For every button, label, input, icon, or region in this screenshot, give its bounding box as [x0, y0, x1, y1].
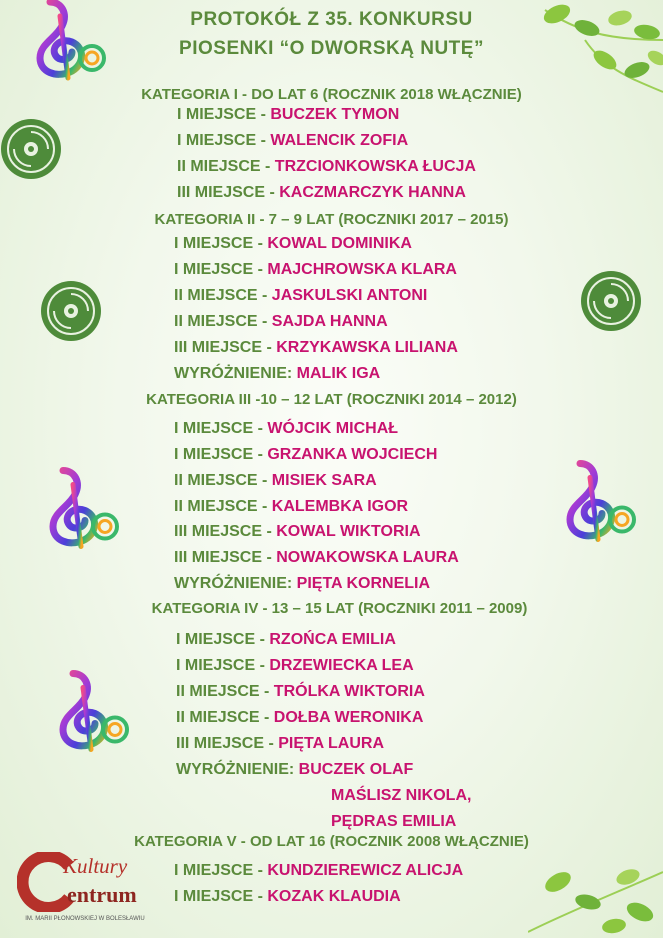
result-row — [174, 472, 377, 490]
participant-name: WÓJCIK MICHAŁ — [267, 420, 399, 437]
place-label: III MIEJSCE - — [174, 549, 277, 566]
vinyl-record-icon — [40, 280, 102, 342]
participant-name: MALIK IGA — [296, 365, 381, 382]
place-label: III MIEJSCE - — [174, 523, 277, 540]
participant-name: SAJDA HANNA — [271, 313, 388, 330]
place-label: II MIEJSCE - — [174, 472, 272, 489]
place-label: I MIEJSCE - — [174, 261, 268, 278]
participant-name: KALEMBKA IGOR — [271, 498, 409, 515]
category-heading: KATEGORIA III -10 – 12 LAT (ROCZNIKI 2014 – 2012) — [146, 391, 517, 408]
result-row — [174, 446, 437, 464]
participant-name: KOWAL DOMINIKA — [267, 235, 412, 252]
result-row — [176, 761, 413, 779]
participant-name: TRÓLKA WIKTORIA — [273, 683, 425, 700]
participant-name: RZOŃCA EMILIA — [269, 631, 396, 648]
treble-clef-icon — [35, 462, 125, 557]
result-row — [177, 184, 466, 202]
page-subtitle: PIOSENKI “O DWORSKĄ NUTĘ” — [179, 38, 484, 59]
participant-name: PIĘTA KORNELIA — [296, 575, 431, 592]
place-label: I MIEJSCE - — [174, 446, 268, 463]
participant-name: DRZEWIECKA LEA — [269, 657, 414, 674]
result-row — [174, 313, 388, 331]
category-heading: KATEGORIA IV - 13 – 15 LAT (ROCZNIKI 2011 – 2009) — [151, 600, 528, 617]
place-label: I MIEJSCE - — [174, 888, 268, 905]
place-label: II MIEJSCE - — [176, 683, 274, 700]
result-row — [174, 365, 380, 383]
logo — [15, 852, 155, 932]
participant-name: GRZANKA WOJCIECH — [267, 446, 438, 463]
leaf-branch-icon — [528, 862, 663, 938]
place-label: III MIEJSCE - — [174, 339, 277, 356]
treble-clef-icon — [45, 665, 135, 760]
participant-name: NOWAKOWSKA LAURA — [276, 549, 459, 566]
place-label: III MIEJSCE - — [176, 735, 279, 752]
participant-name: KOWAL WIKTORIA — [276, 523, 421, 540]
participant-name: MISIEK SARA — [271, 472, 377, 489]
category-heading: KATEGORIA I - DO LAT 6 (ROCZNIK 2018 WŁĄCZNIE) — [141, 86, 522, 103]
result-row — [177, 106, 399, 124]
page-title: PROTOKÓŁ Z 35. KONKURSU — [190, 9, 473, 30]
result-row — [177, 158, 476, 176]
result-row — [174, 498, 408, 516]
place-label: I MIEJSCE - — [177, 106, 271, 123]
participant-name: KRZYKAWSKA LILIANA — [276, 339, 458, 356]
place-label: III MIEJSCE - — [177, 184, 280, 201]
place-label: II MIEJSCE - — [174, 498, 272, 515]
result-row — [176, 709, 423, 727]
category-heading: KATEGORIA V - OD LAT 16 (ROCZNIK 2008 WŁĄCZNIE) — [134, 833, 529, 850]
place-label: II MIEJSCE - — [174, 287, 272, 304]
result-row — [177, 132, 408, 150]
logo-word-kultury: Kultury — [63, 854, 128, 878]
result-row — [176, 631, 396, 649]
participant-name: JASKULSKI ANTONI — [271, 287, 428, 304]
place-label: I MIEJSCE - — [176, 657, 270, 674]
result-row — [174, 420, 398, 438]
treble-clef-icon — [552, 455, 642, 550]
result-row — [176, 657, 414, 675]
result-row — [174, 575, 430, 593]
place-label: I MIEJSCE - — [177, 132, 271, 149]
result-row — [174, 287, 427, 305]
place-label: I MIEJSCE - — [176, 631, 270, 648]
logo-caption: IM. MARII PŁONOWSKIEJ W BOLESŁAWIU — [25, 916, 145, 922]
participant-name: BUCZEK OLAF — [298, 761, 414, 778]
result-row — [174, 261, 457, 279]
result-row — [176, 683, 425, 701]
place-label: I MIEJSCE - — [174, 235, 268, 252]
result-row — [174, 523, 421, 541]
participant-name: MAŚLISZ NIKOLA, — [331, 787, 472, 804]
result-row — [176, 735, 384, 753]
participant-name: MAJCHROWSKA KLARA — [267, 261, 457, 278]
participant-name: KOZAK KLAUDIA — [267, 888, 401, 905]
place-label: II MIEJSCE - — [177, 158, 275, 175]
result-row — [174, 549, 459, 567]
place-label: I MIEJSCE - — [174, 420, 268, 437]
place-label: WYRÓŻNIENIE: — [176, 761, 299, 778]
vinyl-record-icon — [0, 118, 62, 180]
place-label: II MIEJSCE - — [174, 313, 272, 330]
place-label: WYRÓŻNIENIE: — [174, 575, 297, 592]
participant-name: KACZMARCZYK HANNA — [279, 184, 466, 201]
participant-name: TRZCIONKOWSKA ŁUCJA — [274, 158, 476, 175]
vinyl-record-icon — [580, 270, 642, 332]
result-row — [174, 339, 458, 357]
category-heading: KATEGORIA II - 7 – 9 LAT (ROCZNIKI 2017 – 2015) — [154, 211, 509, 228]
result-row — [174, 888, 401, 906]
participant-name: KUNDZIEREWICZ ALICJA — [267, 862, 464, 879]
place-label: II MIEJSCE - — [176, 709, 274, 726]
result-row — [174, 235, 412, 253]
participant-name: BUCZEK TYMON — [270, 106, 400, 123]
participant-name: PĘDRAS EMILIA — [331, 813, 457, 830]
place-label: WYRÓŻNIENIE: — [174, 365, 297, 382]
result-row — [174, 862, 463, 880]
place-label: I MIEJSCE - — [174, 862, 268, 879]
participant-name: PIĘTA LAURA — [278, 735, 385, 752]
logo-word-entrum: entrum — [67, 882, 137, 907]
participant-name: DOŁBA WERONIKA — [273, 709, 424, 726]
participant-name: WALENCIK ZOFIA — [270, 132, 409, 149]
